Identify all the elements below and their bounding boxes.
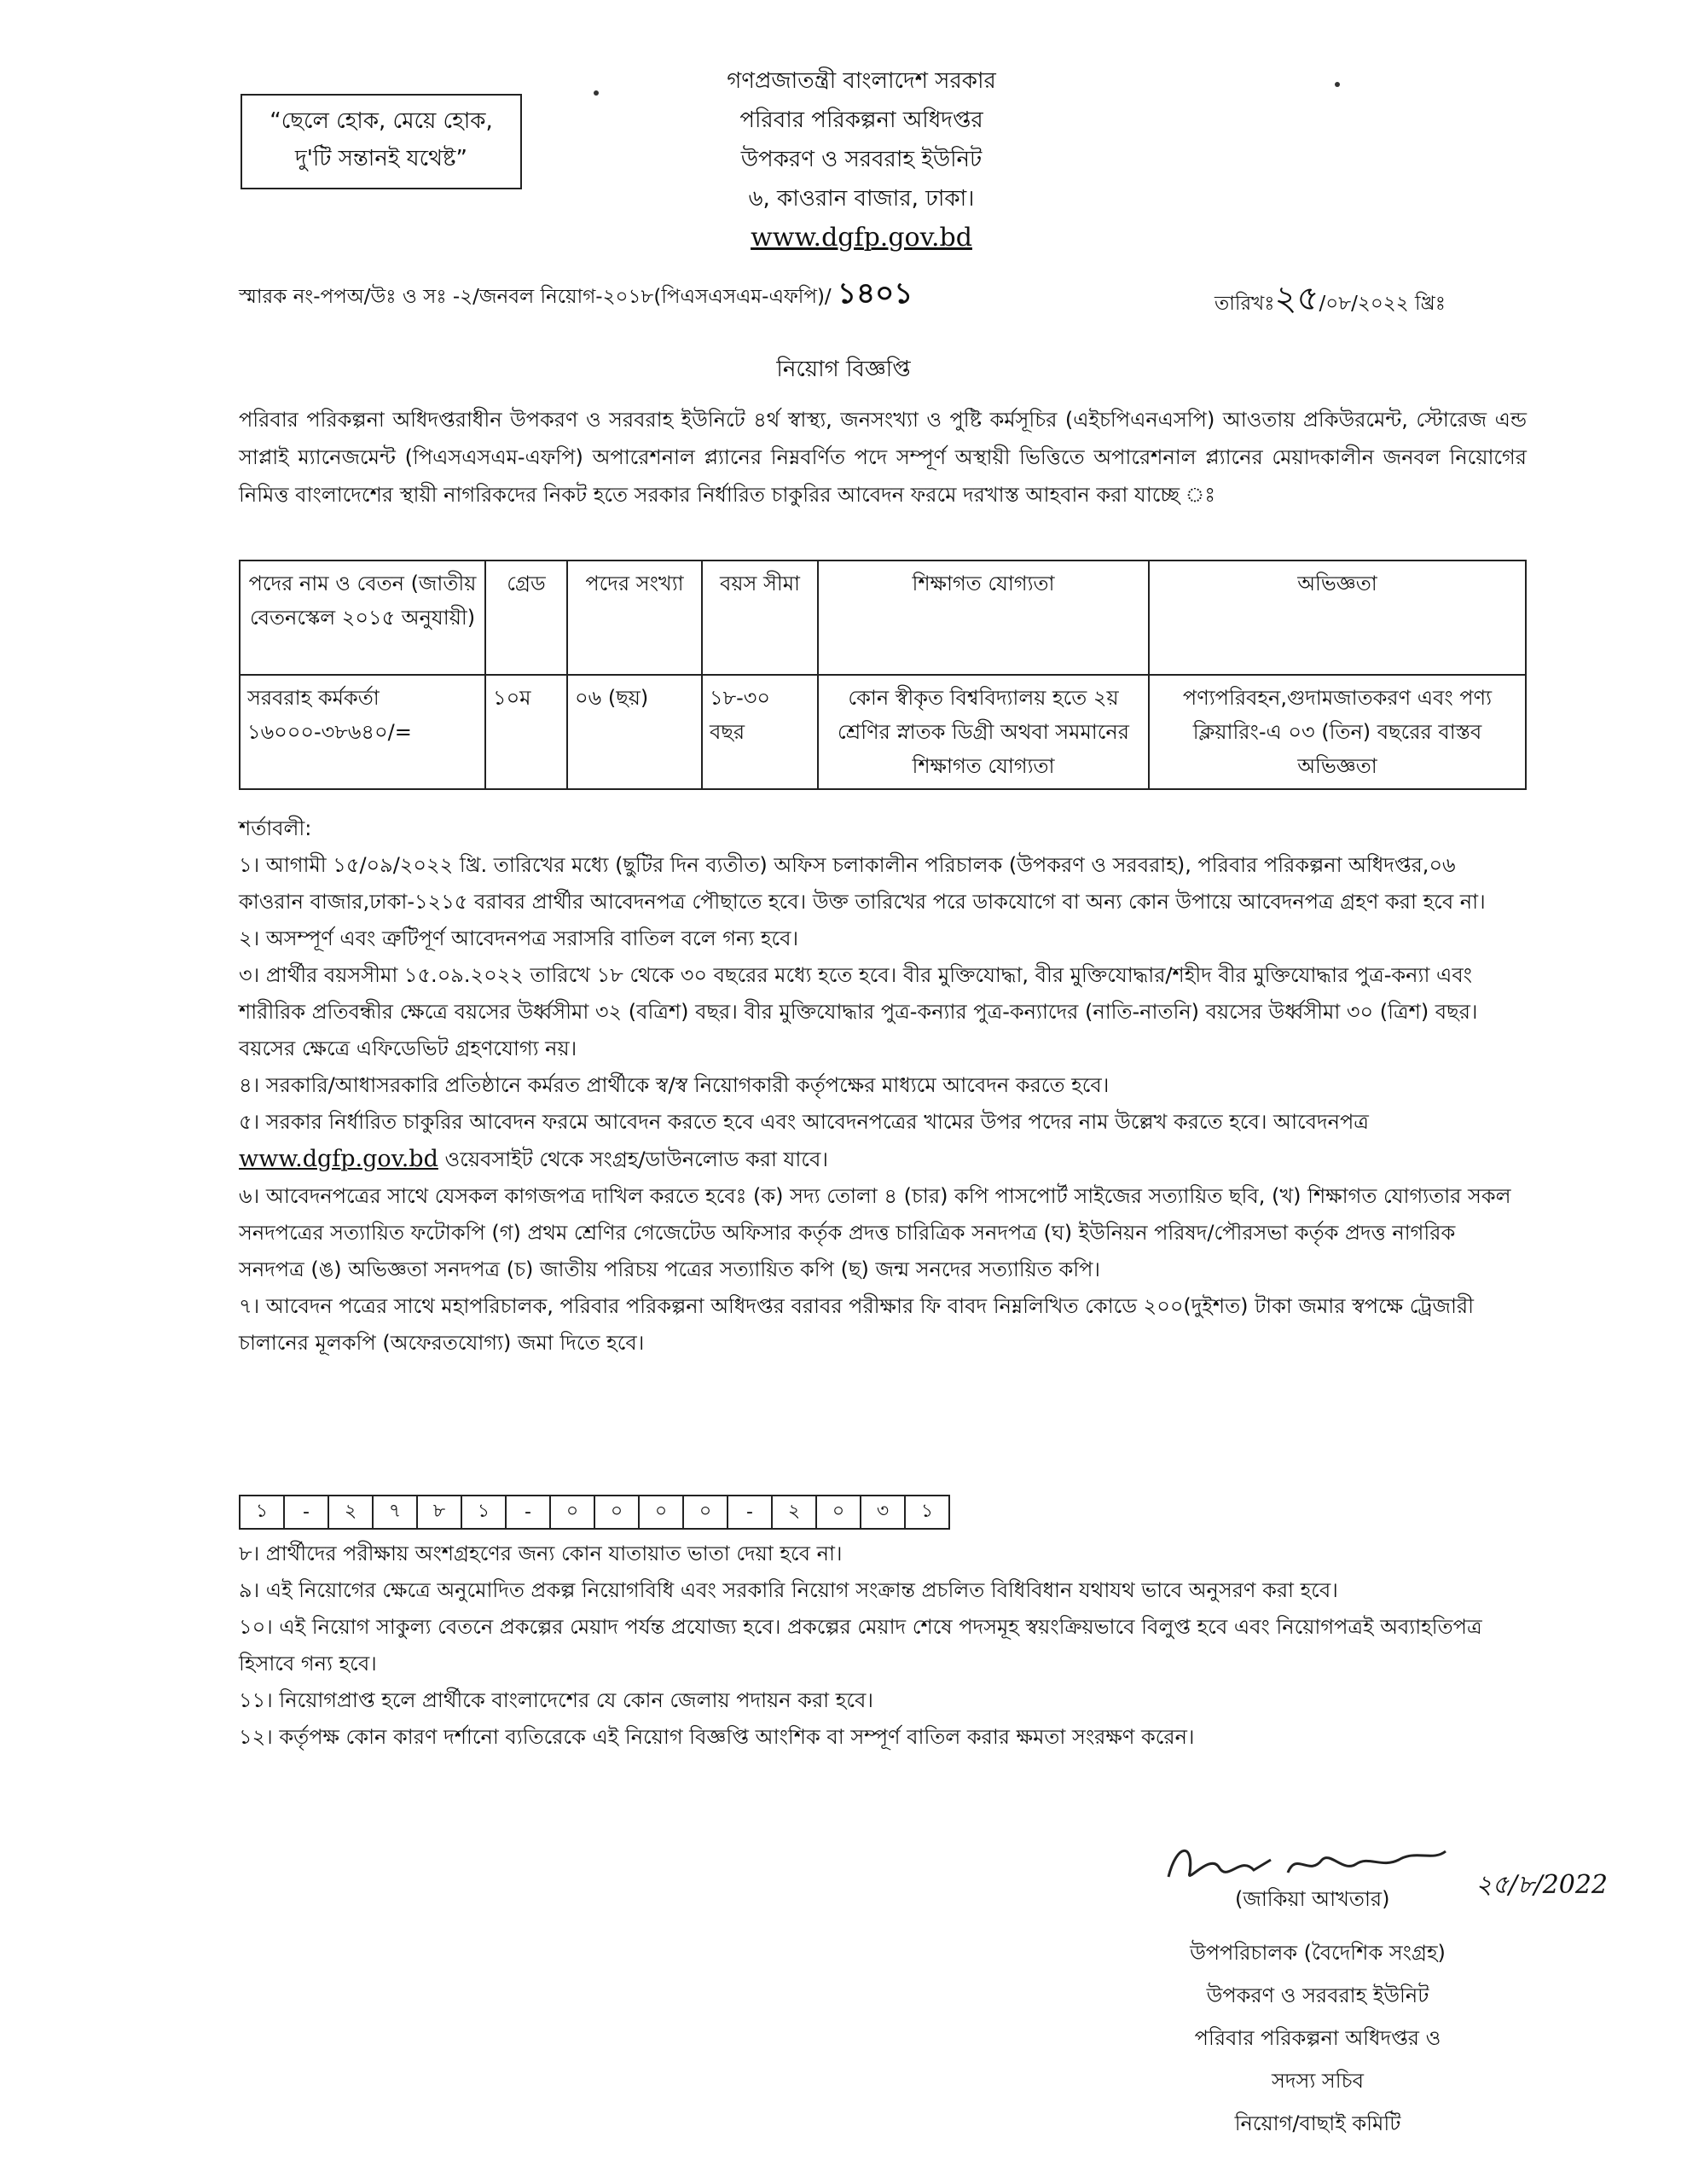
col-header-education: শিক্ষাগত যোগ্যতা — [818, 561, 1149, 675]
col-header-post: পদের নাম ও বেতন (জাতীয় বেতনস্কেল ২০১৫ অনুযায়ী) — [240, 561, 485, 675]
letterhead-line-3: উপকরণ ও সরবরাহ ইউনিট — [740, 147, 983, 172]
term-5-text-a: ৫। সরকার নির্ধারিত চাকুরির আবেদন ফরমে আবেদন করতে হবে এবং আবেদনপত্রের খামের উপর পদের নাম উল্লেখ করতে হবে। আবেদনপত্র — [239, 1110, 1369, 1134]
code-digit-box: - — [728, 1496, 772, 1529]
memo-reference — [239, 271, 913, 320]
term-2: ২। অসম্পূর্ণ এবং ত্রুটিপূর্ণ আবেদনপত্র সরাসরি বাতিল বলে গন্য হবে। — [239, 926, 799, 950]
code-digit-box: ১ — [461, 1496, 506, 1529]
signatory-committee: নিয়োগ/বাছাই কমিটি — [1234, 2111, 1401, 2135]
term-6: ৬। আবেদনপত্রের সাথে যেসকল কাগজপত্র দাখিল করতে হবেঃ (ক) সদ্য তোলা ৪ (চার) কপি পাসপোর্ট সাইজের সত্যায়িত ছবি, (খ) শিক্ষাগত যোগ্যতার সকল সনদপত্রের সত্যায়িত ফটোকপি (গ) প্রথম শ্রেণির গেজেটেড অফিসার কর্তৃক প্রদত্ত চারিত্রিক সনদপত্র (ঘ) ইউনিয়ন পরিষদ/পৌরসভা কর্তৃক প্রদত্ত নাগরিক সনদপত্র (ঙ) অভিজ্ঞতা সনদপত্র (চ) জাতীয় পরিচয় পত্রের সত্যায়িত কপি (ছ) জন্ম সনদের সত্যায়িত কপি। — [239, 1184, 1511, 1281]
cell-count: ০৬ (ছয়) — [567, 675, 702, 789]
term-5-website-link[interactable]: www.dgfp.gov.bd — [239, 1146, 438, 1172]
signatory-designation: উপপরিচালক (বৈদেশিক সংগ্রহ) — [1190, 1941, 1446, 1965]
letterhead-website-link[interactable]: www.dgfp.gov.bd — [751, 223, 972, 253]
cell-post: সরবরাহ কর্মকর্তা ১৬০০০-৩৮৬৪০/= — [240, 675, 485, 789]
code-digit-box: ০ — [683, 1496, 728, 1529]
code-digit-box: ৩ — [861, 1496, 905, 1529]
treasury-code-row — [240, 1496, 949, 1529]
slogan-box — [241, 94, 522, 189]
code-digit-box: ২ — [772, 1496, 816, 1529]
slogan-line-1: “ছেলে হোক, মেয়ে হোক, — [270, 108, 493, 134]
slogan-line-2: দু'টি সন্তানই যথেষ্ট” — [295, 146, 467, 171]
term-8: ৮। প্রার্থীদের পরীক্ষায় অংশগ্রহণের জন্য কোন যাতায়াত ভাতা দেয়া হবে না। — [239, 1542, 843, 1565]
memo-date — [1215, 271, 1446, 328]
term-5 — [239, 1104, 1527, 1178]
term-11: ১১। নিয়োগপ্রাপ্ত হলে প্রার্থীকে বাংলাদেশের যে কোন জেলায় পদায়ন করা হবে। — [239, 1688, 873, 1712]
term-3: ৩। প্রার্থীর বয়সসীমা ১৫.০৯.২০২২ তারিখে ১৮ থেকে ৩০ বছরের মধ্যে হতে হবে। বীর মুক্তিযোদ্ধা, বীর মুক্তিযোদ্ধার/শহীদ বীর মুক্তিযোদ্ধার পুত্র-কন্যা এবং শারীরিক প্রতিবন্ধীর ক্ষেত্রে বয়সের উর্ধ্বসীমা ৩২ (বত্রিশ) বছর। বীর মুক্তিযোদ্ধার পুত্র-কন্যার পুত্র-কন্যাদের (নাতি-নাতনি) বয়সের উর্ধ্বসীমা ৩০ (ত্রিশ) বছর। বয়সের ক্ষেত্রে এফিডেভিট গ্রহণযোগ্য নয়। — [239, 963, 1478, 1060]
date-label: তারিখঃ — [1215, 293, 1275, 315]
term-12: ১২। কর্তৃপক্ষ কোন কারণ দর্শানো ব্যতিরেকে এই নিয়োগ বিজ্ঞপ্তি আংশিক বা সম্পূর্ণ বাতিল করার ক্ষমতা সংরক্ষণ করেন। — [239, 1725, 1195, 1749]
code-digit-box: ১ — [905, 1496, 949, 1529]
terms-section — [239, 810, 1527, 1362]
term-1: ১। আগামী ১৫/০৯/২০২২ খ্রি. তারিখের মধ্যে (ছুটির দিন ব্যতীত) অফিস চলাকালীন পরিচালক (উপকরণ ও সরবরাহ), পরিবার পরিকল্পনা অধিদপ্তর,০৬ কাওরান বাজার,ঢাকা-১২১৫ বরাবর প্রার্থীর আবেদনপত্র পৌছাতে হবে। উক্ত তারিখের পরে ডাকযোগে বা অন্য কোন উপায়ে আবেদনপত্র গ্রহণ করা হবে না। — [239, 853, 1486, 914]
col-header-grade: গ্রেড — [485, 561, 567, 675]
term-9: ৯। এই নিয়োগের ক্ষেত্রে অনুমোদিত প্রকল্প নিয়োগবিধি এবং সরকারি নিয়োগ সংক্রান্ত প্রচলিত বিধিবিধান যথাযথ ভাবে অনুসরণ করা হবে। — [239, 1578, 1338, 1602]
signatory-department: পরিবার পরিকল্পনা অধিদপ্তর ও — [1194, 2026, 1441, 2050]
scan-dot — [1335, 82, 1340, 87]
letterhead-line-2: পরিবার পরিকল্পনা অধিদপ্তর — [739, 107, 983, 133]
code-digit-box: ১ — [240, 1496, 284, 1529]
notice-title: নিয়োগ বিজ্ঞপ্তি — [776, 357, 911, 382]
code-digit-box: ০ — [639, 1496, 683, 1529]
col-header-count: পদের সংখ্যা — [567, 561, 702, 675]
signatory-unit: উপকরণ ও সরবরাহ ইউনিট — [1206, 1984, 1429, 2007]
memo-prefix: স্মারক নং-পপঅ/উঃ ও সঃ -২/জনবল নিয়োগ-২০১৮(পিএসএসএম-এফপি)/ — [239, 286, 832, 308]
signature-block — [1109, 1931, 1527, 2145]
term-10: ১০। এই নিয়োগ সাকুল্য বেতনে প্রকল্পের মেয়াদ পর্যন্ত প্রযোজ্য হবে। প্রকল্পের মেয়াদ শেষে পদসমূহ স্বয়ংক্রিয়ভাবে বিলুপ্ত হবে এবং নিয়োগপত্রই অব্যাহতিপত্র হিসাবে গন্য হবে। — [239, 1615, 1482, 1676]
cell-experience: পণ্যপরিবহন,গুদামজাতকরণ এবং পণ্য ক্লিয়ারিং-এ ০৩ (তিন) বছরের বাস্তব অভিজ্ঞতা — [1149, 675, 1526, 789]
code-digit-box: ০ — [816, 1496, 861, 1529]
term-5-text-b: ওয়েবসাইট থেকে সংগ্রহ/ডাউনলোড করা যাবে। — [444, 1147, 828, 1171]
col-header-experience: অভিজ্ঞতা — [1149, 561, 1526, 675]
table-header-row — [240, 561, 1526, 675]
col-header-age: বয়স সীমা — [702, 561, 818, 675]
terms-heading: শর্তাবলী: — [239, 816, 312, 840]
date-day: ২৫ — [1274, 279, 1319, 318]
signature-date: ২৫/৮/2022 — [1475, 1870, 1609, 1900]
notice-intro: পরিবার পরিকল্পনা অধিদপ্তরাধীন উপকরণ ও সরবরাহ ইউনিটে ৪র্থ স্বাস্থ্য, জনসংখ্যা ও পুষ্টি কর্মসূচির (এইচপিএনএসপি) আওতায় প্রকিউরমেন্ট, স্টোরেজ এন্ড সাপ্লাই ম্যানেজমেন্ট (পিএসএসএম-এফপি) অপারেশনাল প্ল্যানের নিম্নবর্ণিত পদে সম্পূর্ণ অস্থায়ী ভিত্তিতে অপারেশনাল প্ল্যানের মেয়াদকালীন জনবল নিয়োগের নিমিত্ত বাংলাদেশের স্থায়ী নাগরিকদের নিকট হতে সরকার নির্ধারিত চাকুরির আবেদন ফরমে দরখাস্ত আহবান করা যাচ্ছে ঃ — [239, 408, 1527, 507]
code-digit-box: - — [506, 1496, 550, 1529]
signatory-role: সদস্য সচিব — [1272, 2069, 1364, 2093]
date-rest: /০৮/২০২২ খ্রিঃ — [1319, 293, 1446, 315]
cell-education: কোন স্বীকৃত বিশ্ববিদ্যালয় হতে ২য় শ্রেণির স্নাতক ডিগ্রী অথবা সমমানের শিক্ষাগত যোগ্যতা — [818, 675, 1149, 789]
code-digit-box: ৮ — [417, 1496, 461, 1529]
treasury-code-boxes — [239, 1495, 950, 1530]
posts-table — [239, 560, 1527, 790]
code-digit-box: ০ — [594, 1496, 639, 1529]
code-digit-box: ২ — [328, 1496, 373, 1529]
letterhead-line-1: গণপ্রজাতন্ত্রী বাংলাদেশ সরকার — [727, 68, 996, 94]
term-4: ৪। সরকারি/আধাসরকারি প্রতিষ্ঠানে কর্মরত প্রার্থীকে স্ব/স্ব নিয়োগকারী কর্তৃপক্ষের মাধ্যমে আবেদন করতে হবে। — [239, 1073, 1110, 1097]
letterhead — [597, 61, 1126, 258]
letterhead-line-4: ৬, কাওরান বাজার, ঢাকা। — [748, 186, 975, 212]
memo-number: ১৪০১ — [838, 276, 913, 311]
cell-grade: ১০ম — [485, 675, 567, 789]
code-digit-box: ৭ — [373, 1496, 417, 1529]
terms-section-continued — [239, 1536, 1527, 1756]
signatory-name: (জাকিয়া আখতার) — [1235, 1887, 1390, 1911]
cell-age: ১৮-৩০ বছর — [702, 675, 818, 789]
term-7: ৭। আবেদন পত্রের সাথে মহাপরিচালক, পরিবার পরিকল্পনা অধিদপ্তর বরাবর পরীক্ষার ফি বাবদ নিম্নলিখিত কোডে ২০০(দুইশত) টাকা জমার স্বপক্ষে ট্রেজারী চালানের মূলকপি (অফেরতযোগ্য) জমা দিতে হবে। — [239, 1294, 1474, 1355]
code-digit-box: - — [284, 1496, 328, 1529]
code-digit-box: ০ — [550, 1496, 594, 1529]
table-row — [240, 675, 1526, 789]
